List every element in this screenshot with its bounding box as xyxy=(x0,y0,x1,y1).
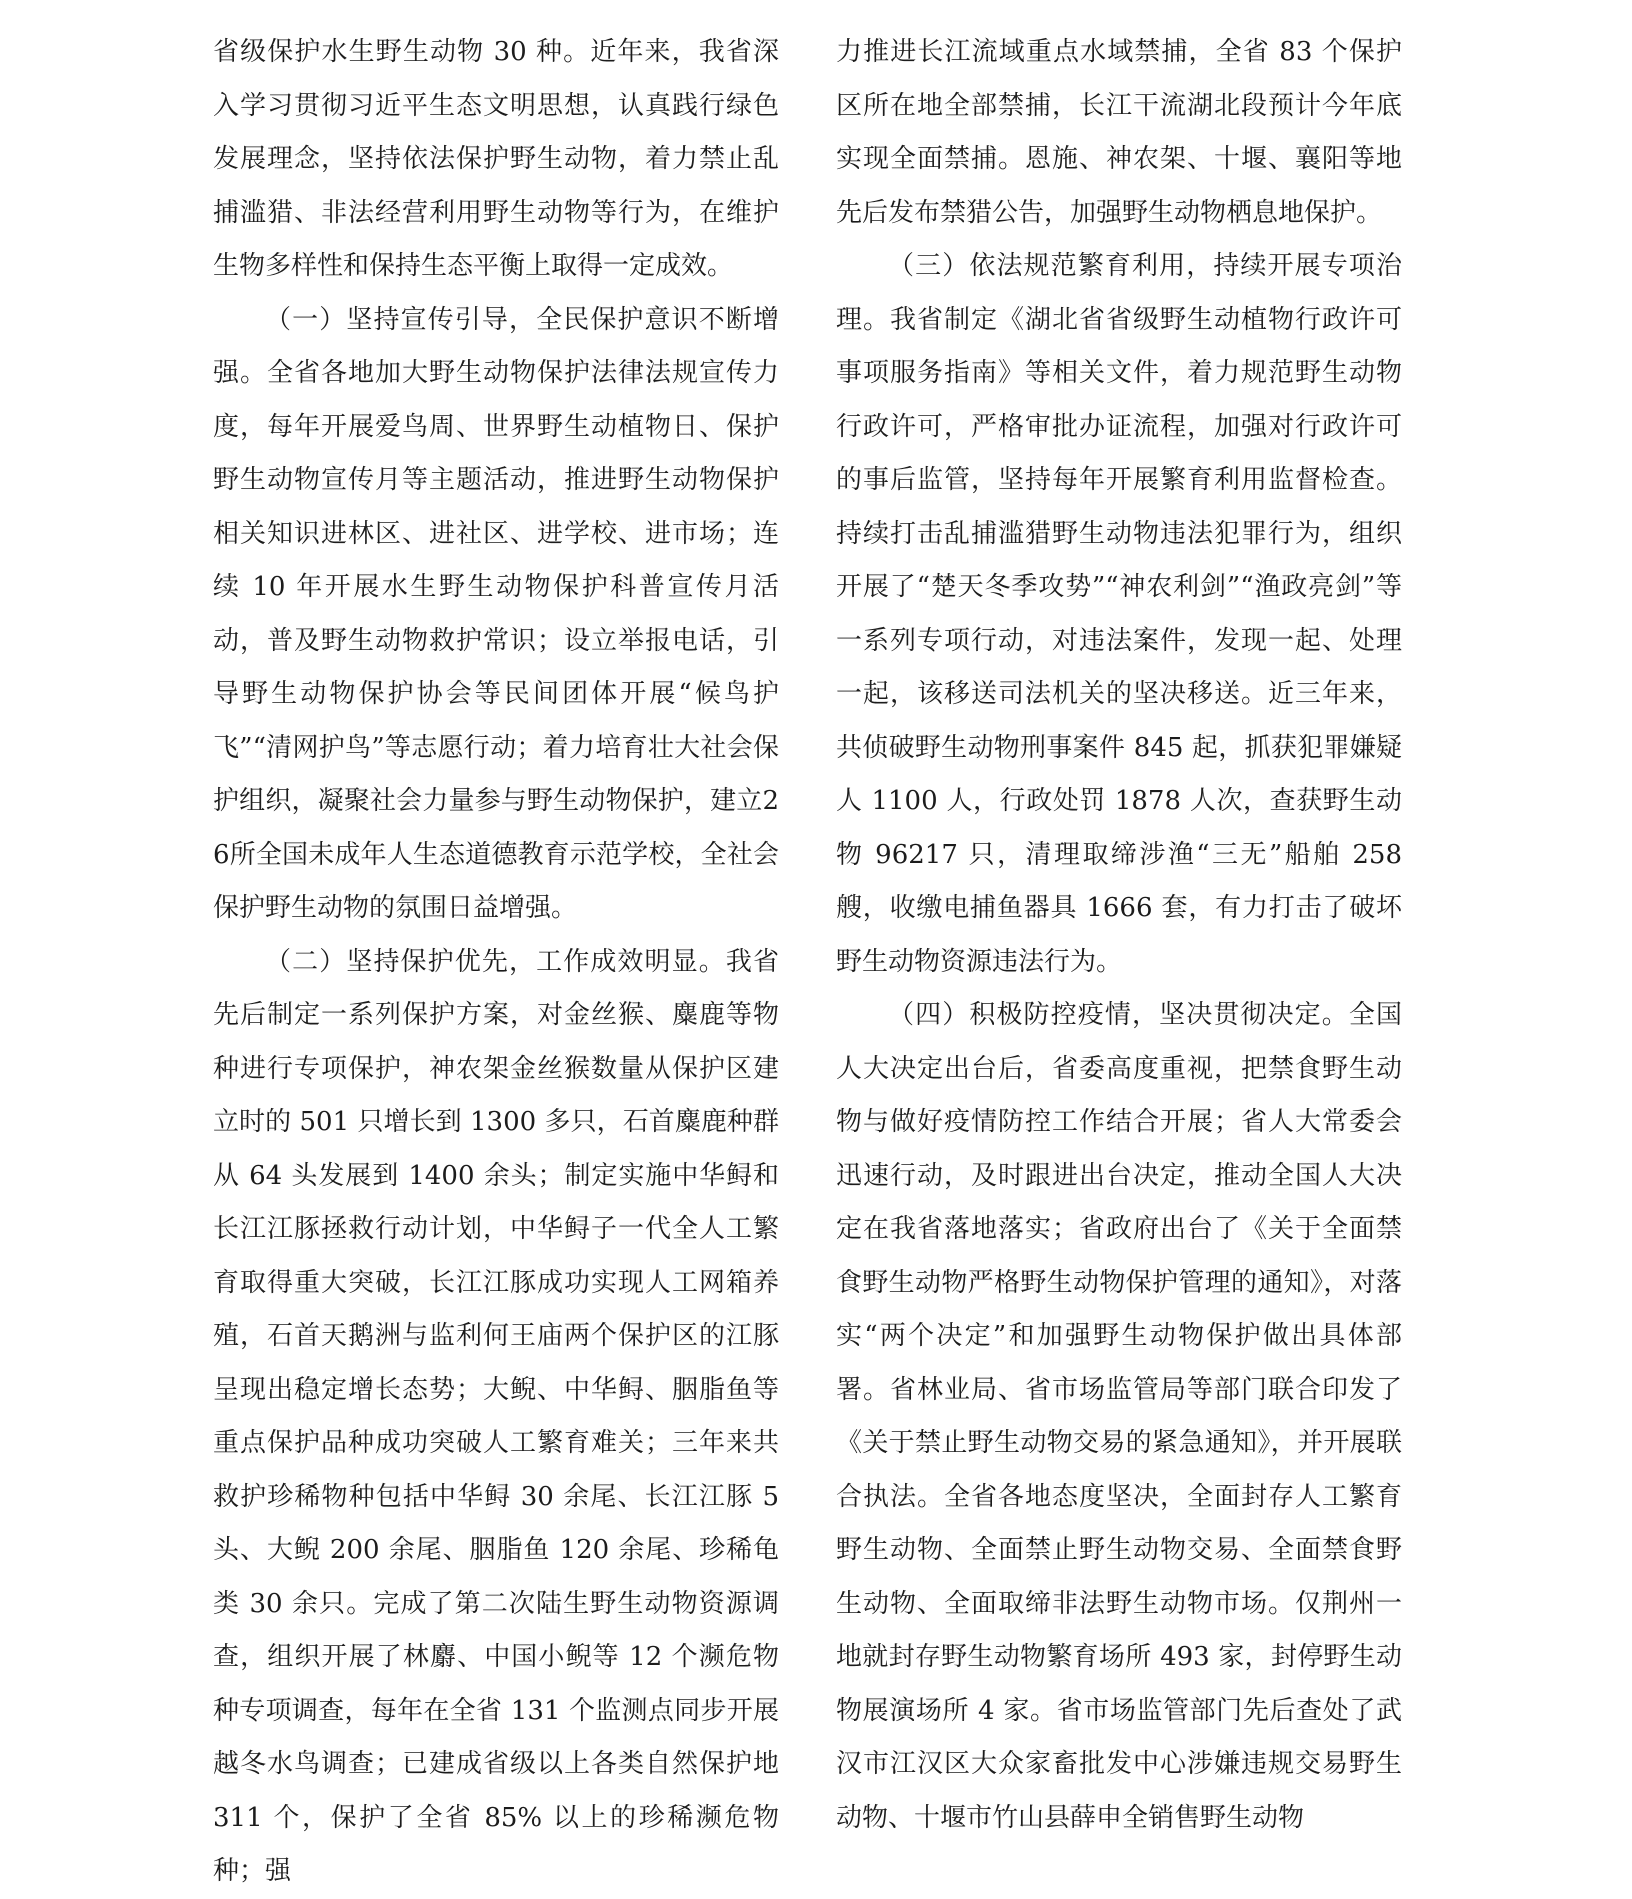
right-text-column xyxy=(836,26,1402,1845)
paragraph-section-3: （三）依法规范繁育利用，持续开展专项治理。我省制定《湖北省省级野生动植物行政许可事项服务指南》等相关文件，着力规范野生动物行政许可，严格审批办证流程，加强对行政许可的事后监管，坚持每年开展繁育利用监督检查。持续打击乱捕滥猎野生动物违法犯罪行为，组织开展了“楚天冬季攻势”“神农利剑”“渔政亮剑”等一系列专项行动，对违法案件，发现一起、处理一起，该移送司法机关的坚决移送。近三年来，共侦破野生动物刑事案件 845 起，抓获犯罪嫌疑人 1100 人，行政处罚 1878 人次，查获野生动物 96217 只，清理取缔涉渔“三无”船舶 258 艘，收缴电捕鱼器具 1666 套，有力打击了破坏野生动物资源违法行为。 xyxy=(836,251,1402,977)
paragraph-section-4: （四）积极防控疫情，坚决贯彻决定。全国人大决定出台后，省委高度重视，把禁食野生动物与做好疫情防控工作结合开展；省人大常委会迅速行动，及时跟进出台决定，推动全国人大决定在我省落地落实；省政府出台了《关于全面禁食野生动物严格野生动物保护管理的通知》，对落实“两个决定”和加强野生动物保护做出具体部署。省林业局、省市场监管局等部门联合印发了《关于禁止野生动物交易的紧急通知》，并开展联合执法。全省各地态度坚决，全面封存人工繁育野生动物、全面禁止野生动物交易、全面禁食野生动物、全面取缔非法野生动物市场。仅荆州一地就封存野生动物繁育场所 493 家，封停野生动物展演场所 4 家。省市场监管部门先后查处了武汉市江汉区大众家畜批发中心涉嫌违规交易野生动物、十堰市竹山县薛申全销售野生动物 xyxy=(836,1000,1402,1833)
paragraph-continuation: 省级保护水生野生动物 30 种。近年来，我省深入学习贯彻习近平生态文明思想，认真践行绿色发展理念，坚持依法保护野生动物，着力禁止乱捕滥猎、非法经营利用野生动物等行为，在维护生物多样性和保持生态平衡上取得一定成效。 xyxy=(213,37,779,281)
left-text-column xyxy=(213,26,779,1899)
paragraph-section-2: （二）坚持保护优先，工作成效明显。我省先后制定一系列保护方案，对金丝猴、麋鹿等物种进行专项保护，神农架金丝猴数量从保护区建立时的 501 只增长到 1300 多只，石首麋鹿种群从 64 头发展到 1400 余头；制定实施中华鲟和长江江豚拯救行动计划，中华鲟子一代全人工繁育取得重大突破，长江江豚成功实现人工网箱养殖，石首天鹅洲与监利何王庙两个保护区的江豚呈现出稳定增长态势；大鲵、中华鲟、胭脂鱼等重点保护品种成功突破人工繁育难关；三年来共救护珍稀物种包括中华鲟 30 余尾、长江江豚 5 头、大鲵 200 余尾、胭脂鱼 120 余尾、珍稀龟类 30 余只。完成了第二次陆生野生动物资源调查，组织开展了林麝、中国小鲵等 12 个濒危物种专项调查，每年在全省 131 个监测点同步开展越冬水鸟调查；已建成省级以上各类自然保护地 311 个，保护了全省 85% 以上的珍稀濒危物种；强 xyxy=(213,946,779,1886)
paragraph-section-1: （一）坚持宣传引导，全民保护意识不断增强。全省各地加大野生动物保护法律法规宣传力度，每年开展爱鸟周、世界野生动植物日、保护野生动物宣传月等主题活动，推进野生动物保护相关知识进林区、进社区、进学校、进市场；连续 10 年开展水生野生动物保护科普宣传月活动，普及野生动物救护常识；设立举报电话，引导野生动物保护协会等民间团体开展“候鸟护飞”“清网护鸟”等志愿行动；着力培育壮大社会保护组织，凝聚社会力量参与野生动物保护，建立26所全国未成年人生态道德教育示范学校，全社会保护野生动物的氛围日益增强。 xyxy=(213,304,779,923)
paragraph-continuation: 力推进长江流域重点水域禁捕，全省 83 个保护区所在地全部禁捕，长江干流湖北段预计今年底实现全面禁捕。恩施、神农架、十堰、襄阳等地先后发布禁猎公告，加强野生动物栖息地保护。 xyxy=(836,37,1402,228)
